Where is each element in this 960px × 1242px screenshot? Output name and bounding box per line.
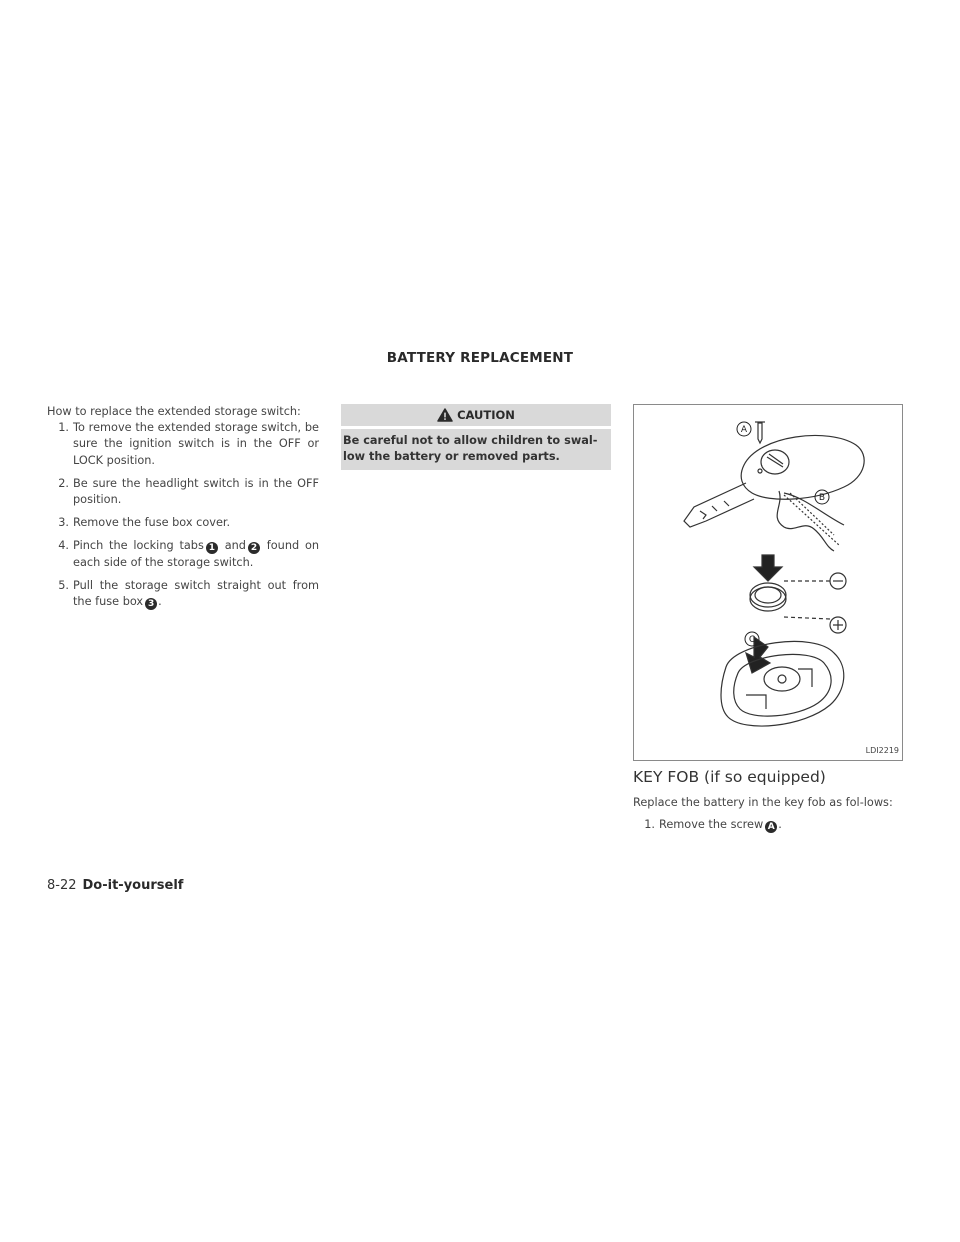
step-text: Be sure the headlight switch is in the OFF position. [73, 476, 319, 507]
key-fob-steps [633, 817, 905, 833]
caution-text: Be careful not to allow children to swal-low the battery or removed parts. [341, 429, 611, 470]
step-text: Remove the fuse box cover. [73, 516, 231, 530]
step-text: . [778, 818, 782, 832]
step-text: To remove the extended storage switch, be sure the ignition switch is in the OFF or LOCK position. [73, 421, 319, 467]
page-number: 8-22 [47, 878, 77, 893]
key-fob-shell [741, 435, 864, 499]
label-c: C [748, 635, 756, 645]
key-blade [684, 483, 754, 527]
step-number: 2. [58, 476, 69, 490]
step-text: found on each side of the storage switch. [73, 539, 320, 569]
arrow-icon [754, 555, 782, 581]
list-item [47, 538, 319, 570]
step-text: Pull the storage switch straight out from the fuse box [73, 578, 319, 609]
caution-header [341, 404, 611, 426]
step-text: Pinch the locking tabs [73, 539, 204, 553]
key-fob-intro: Replace the battery in the key fob as fol-lows: [633, 796, 893, 810]
list-item [47, 515, 319, 531]
step-number: 3. [58, 516, 69, 530]
screw-icon [758, 423, 762, 443]
steps-list [47, 420, 319, 610]
key-fob-illustration [634, 405, 902, 760]
callout-marker: 1 [206, 542, 218, 554]
page-footer [47, 878, 183, 893]
right-column [633, 404, 905, 841]
list-item [47, 578, 319, 610]
step-text: Remove the screw [659, 818, 764, 832]
step-number: 1. [58, 421, 69, 435]
intro-paragraph: How to replace the extended storage switch: [47, 405, 301, 418]
step-text: . [158, 595, 162, 609]
cloth-icon [777, 491, 844, 551]
callout-marker: A [765, 821, 777, 833]
label-a: A [740, 425, 748, 435]
warning-icon [437, 408, 453, 422]
caution-title: CAUTION [457, 407, 515, 422]
callout-marker: 2 [248, 542, 260, 554]
section-heading: BATTERY REPLACEMENT [386, 350, 574, 366]
step-number: 5. [58, 578, 69, 592]
step-number: 1. [644, 818, 655, 832]
key-fob-diagram [633, 404, 903, 761]
caution-box [341, 404, 611, 470]
list-item [633, 817, 905, 833]
key-fob-heading: KEY FOB (if so equipped) [633, 768, 826, 786]
label-b: B [818, 493, 826, 503]
list-item [47, 476, 319, 508]
step-number: 4. [58, 539, 69, 553]
list-item [47, 420, 319, 469]
callout-marker: 3 [145, 598, 157, 610]
step-text: and [224, 539, 246, 553]
section-name: Do-it-yourself [82, 878, 184, 893]
fob-base-tray [721, 641, 844, 726]
left-column [47, 404, 319, 617]
figure-code: LDI2219 [865, 745, 899, 755]
